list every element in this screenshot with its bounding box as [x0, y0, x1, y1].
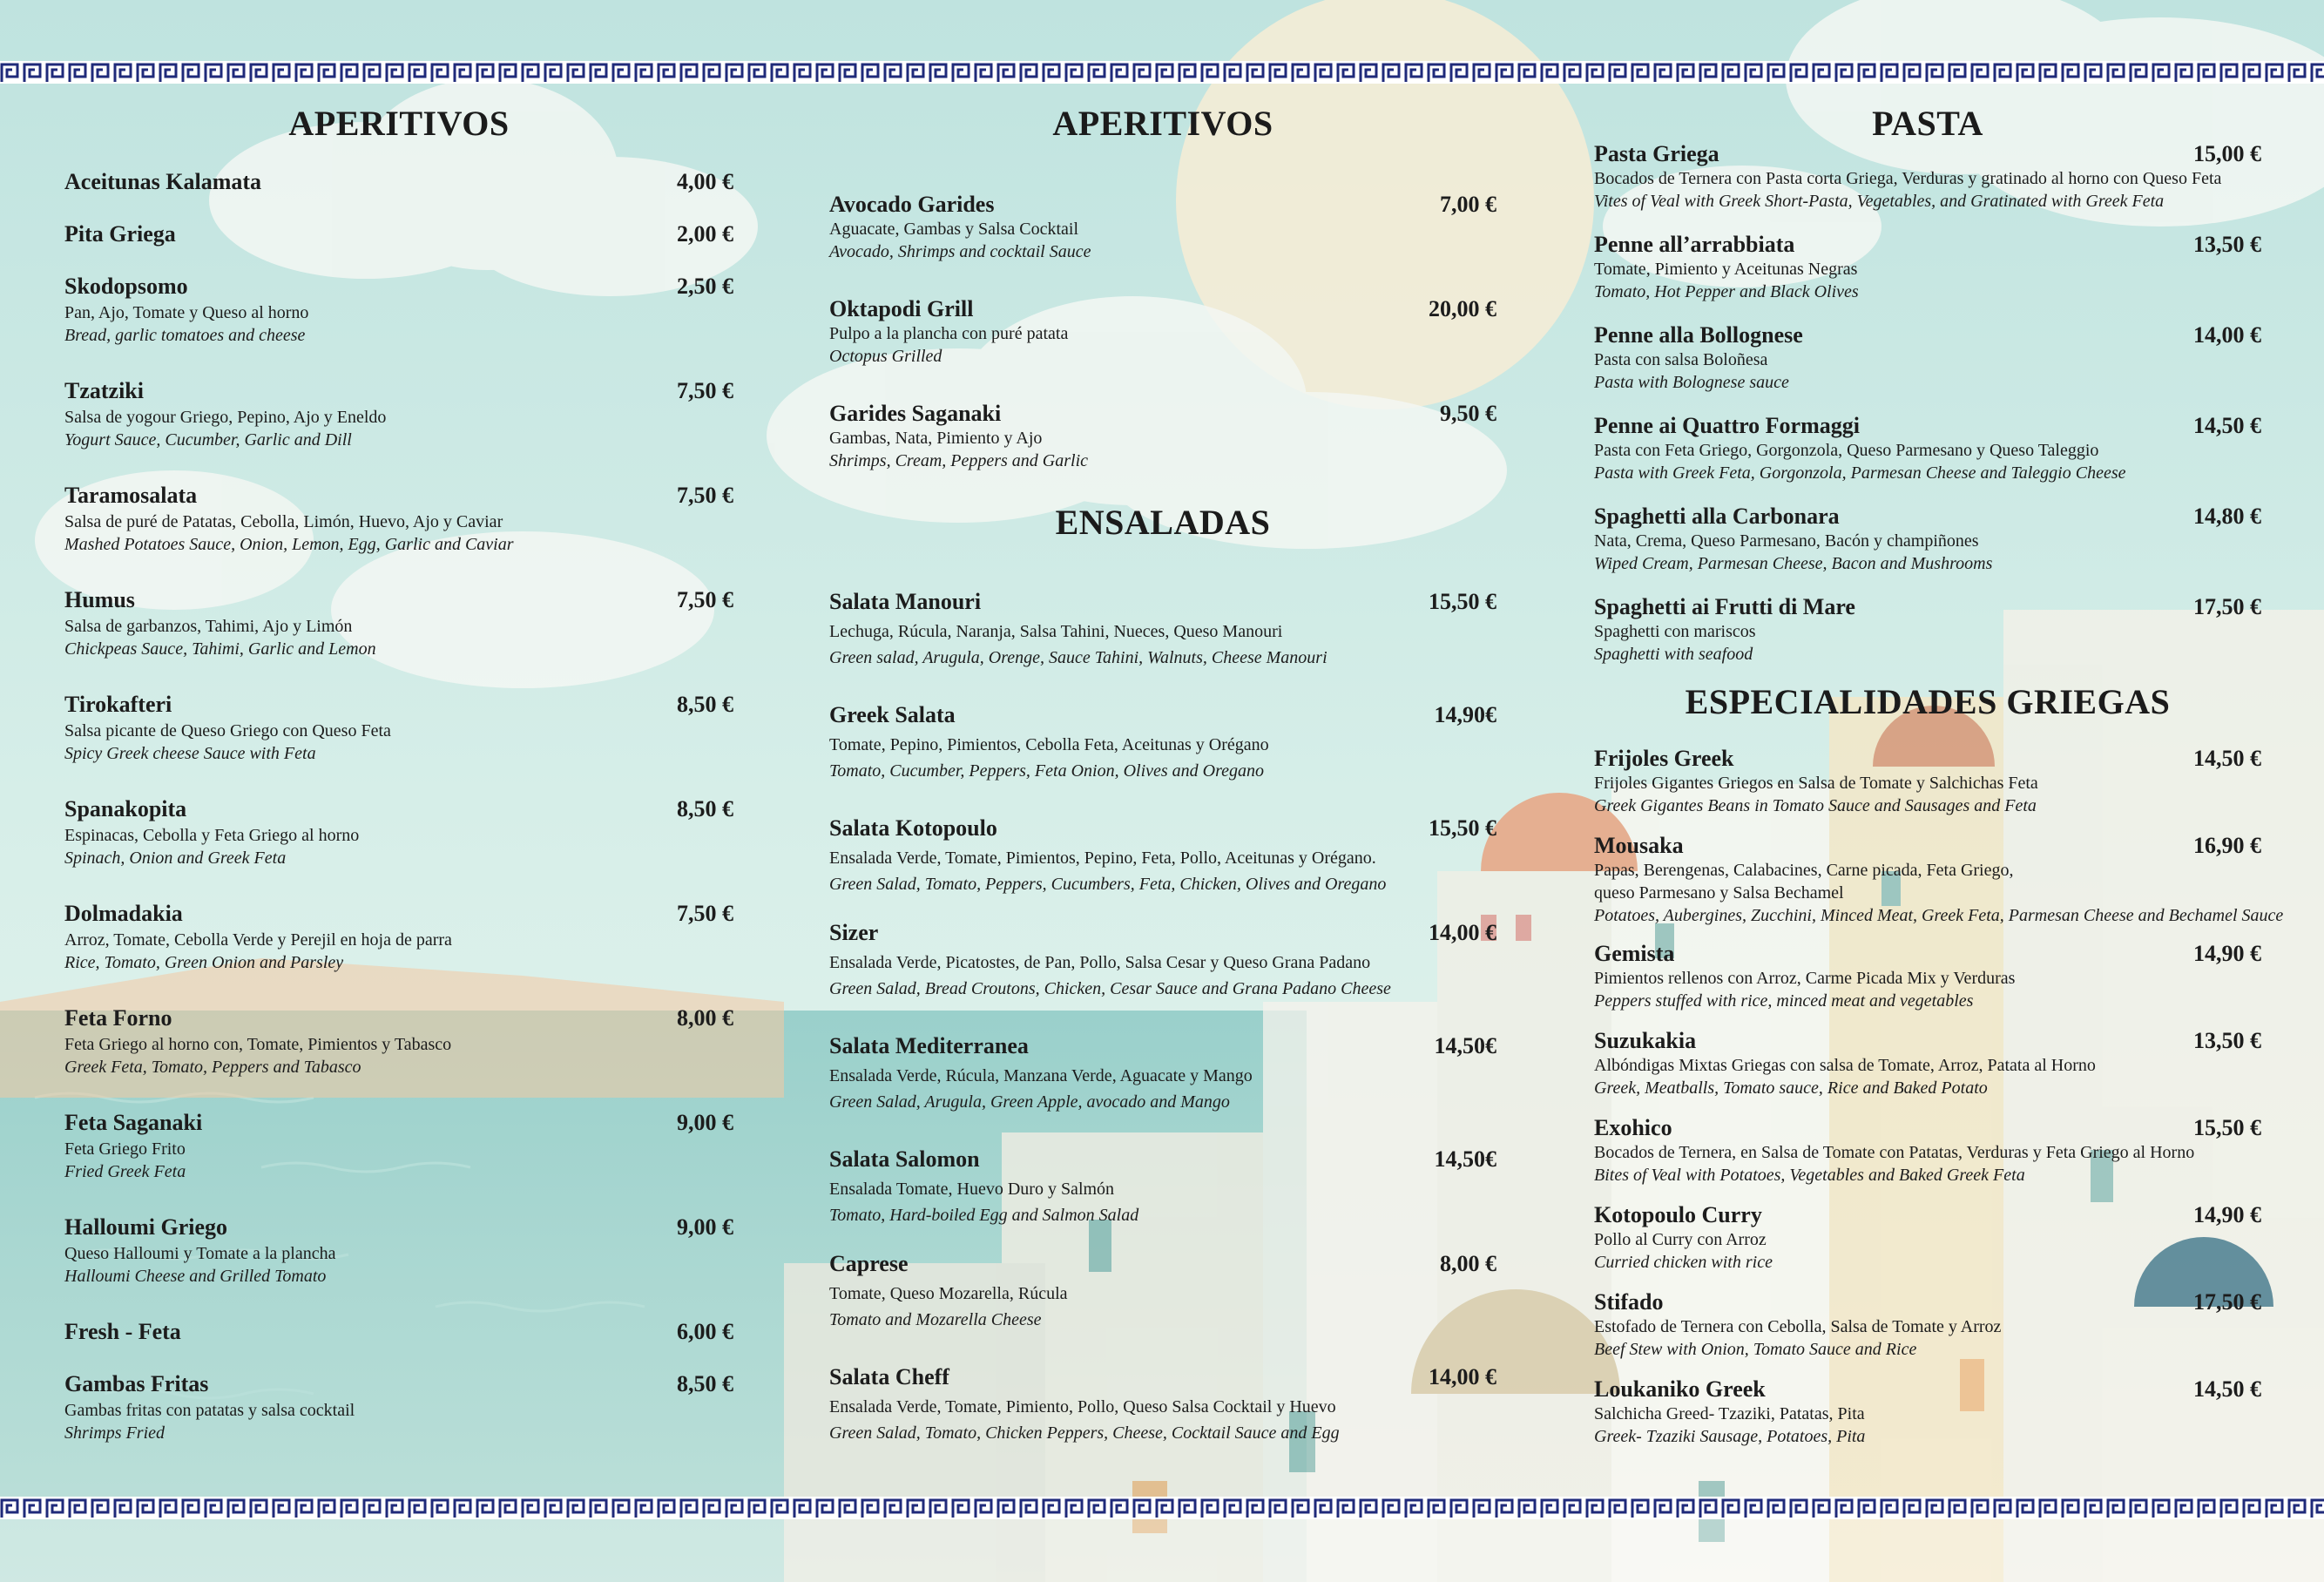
- menu-item: [1594, 833, 2284, 927]
- menu-item: [64, 274, 733, 347]
- menu-item: [64, 587, 733, 660]
- menu-item: [829, 296, 1496, 368]
- item-price: 9,00 €: [677, 1214, 733, 1240]
- item-price: 13,50 €: [2193, 232, 2261, 257]
- menu-item: [1594, 141, 2261, 213]
- item-name: Pasta Griega: [1594, 141, 1719, 166]
- item-name: Gambas Fritas: [64, 1371, 209, 1396]
- item-name: Avocado Garides: [829, 192, 995, 217]
- item-description-en: Curried chicken with rice: [1594, 1253, 1773, 1272]
- item-price: 7,50 €: [677, 378, 733, 403]
- item-price: 16,90 €: [2193, 833, 2261, 858]
- item-description-en: Spicy Greek cheese Sauce with Feta: [64, 744, 316, 763]
- item-price: 17,50 €: [2193, 1289, 2261, 1315]
- item-price: 7,50 €: [677, 483, 733, 508]
- menu-item: [1594, 1376, 2261, 1448]
- item-description-en: Greek, Meatballs, Tomato sauce, Rice and Baked Potato: [1594, 1078, 1988, 1098]
- item-name: Salata Mediterranea: [829, 1033, 1029, 1058]
- menu-item: [829, 1146, 1496, 1227]
- item-name: Taramosalata: [64, 483, 198, 508]
- item-description-es: Ensalada Verde, Picatostes, de Pan, Pollo, Salsa Cesar y Queso Grana Padano: [829, 953, 1371, 972]
- item-description-en: Vites of Veal with Greek Short-Pasta, Vegetables, and Gratinated with Greek Feta: [1594, 192, 2165, 211]
- item-price: 14,50 €: [2193, 746, 2261, 771]
- menu-item: [64, 483, 733, 556]
- column-pasta: [1594, 103, 2284, 1462]
- menu-item: [64, 1319, 733, 1345]
- item-description-es: Pollo al Curry con Arroz: [1594, 1230, 1767, 1249]
- item-name: Feta Forno: [64, 1005, 172, 1031]
- item-name: Penne ai Quattro Formaggi: [1594, 413, 1860, 438]
- item-description-es: Gambas fritas con patatas y salsa cocktail: [64, 1401, 355, 1420]
- item-description-en: Green Salad, Bread Croutons, Chicken, Cesar Sauce and Grana Padano Cheese: [829, 979, 1391, 998]
- item-description-en: Green Salad, Tomato, Chicken Peppers, Cheese, Cocktail Sauce and Egg: [829, 1423, 1340, 1443]
- item-price: 6,00 €: [677, 1319, 733, 1344]
- item-price: 15,50 €: [1429, 589, 1496, 614]
- item-price: 14,90€: [1434, 702, 1496, 727]
- item-description-es: Salsa picante de Queso Griego con Queso Feta: [64, 721, 391, 740]
- section-heading: APERITIVOS: [288, 104, 510, 143]
- item-name: Salata Cheff: [829, 1364, 949, 1389]
- item-description-es: Feta Griego al horno con, Tomate, Pimientos y Tabasco: [64, 1035, 452, 1054]
- item-name: Salata Kotopoulo: [829, 815, 997, 841]
- item-price: 8,50 €: [677, 1371, 733, 1396]
- item-description-es: Albóndigas Mixtas Griegas con salsa de Tomate, Arroz, Patata al Horno: [1594, 1056, 2096, 1075]
- item-description-en: Beef Stew with Onion, Tomato Sauce and Rice: [1594, 1340, 1917, 1359]
- item-name: Tzatziki: [64, 378, 144, 403]
- item-name: Sizer: [829, 920, 879, 945]
- item-description-es: Pasta con salsa Boloñesa: [1594, 350, 1768, 369]
- menu-item: [1594, 941, 2261, 1012]
- menu-item: [1594, 594, 2261, 666]
- item-description-en: Tomato, Cucumber, Peppers, Feta Onion, Olives and Oregano: [829, 761, 1265, 781]
- top-meander-border: [0, 61, 2324, 84]
- section-heading: APERITIVOS: [1052, 104, 1273, 143]
- item-description-en: Greek Feta, Tomato, Peppers and Tabasco: [64, 1058, 361, 1077]
- item-name: Gemista: [1594, 941, 1675, 966]
- item-description-es: Bocados de Ternera, en Salsa de Tomate con Patatas, Verduras y Feta Griego al Horno: [1594, 1143, 2195, 1162]
- item-price: 20,00 €: [1429, 296, 1496, 321]
- item-description-es: Ensalada Verde, Tomate, Pimiento, Pollo, Queso Salsa Cocktail y Huevo: [829, 1397, 1336, 1416]
- item-description-es: Tomate, Pimiento y Aceitunas Negras: [1594, 260, 1858, 279]
- item-description-en: Tomato and Mozarella Cheese: [829, 1310, 1042, 1329]
- menu-item: [1594, 322, 2261, 394]
- item-description-en: Wiped Cream, Parmesan Cheese, Bacon and Mushrooms: [1594, 554, 1993, 573]
- item-description-en: Greek- Tzaziki Sausage, Potatoes, Pita: [1594, 1427, 1866, 1446]
- item-price: 14,00 €: [1429, 1364, 1496, 1389]
- item-description-en: Potatoes, Aubergines, Zucchini, Minced Meat, Greek Feta, Parmesan Cheese and Bechamel Sauce: [1594, 906, 2284, 925]
- item-name: Feta Saganaki: [64, 1110, 203, 1135]
- item-description-es: Ensalada Verde, Rúcula, Manzana Verde, Aguacate y Mango: [829, 1066, 1253, 1085]
- item-price: 14,50€: [1434, 1033, 1496, 1058]
- item-description-es: Pimientos rellenos con Arroz, Carme Picada Mix y Verduras: [1594, 969, 2016, 988]
- item-name: Salata Salomon: [829, 1146, 980, 1172]
- item-name: Pita Griega: [64, 221, 176, 247]
- item-description-en: Bread, garlic tomatoes and cheese: [64, 326, 306, 345]
- item-price: 7,00 €: [1440, 192, 1496, 217]
- item-price: 15,50 €: [2193, 1115, 2261, 1140]
- item-price: 15,00 €: [2193, 141, 2261, 166]
- item-description-en: Tomato, Hot Pepper and Black Olives: [1594, 282, 1859, 301]
- menu-item: [64, 1005, 733, 1078]
- menu-item: [64, 221, 733, 247]
- item-description-en: Green Salad, Arugula, Green Apple, avocado and Mango: [829, 1092, 1230, 1112]
- item-name: Exohico: [1594, 1115, 1672, 1140]
- column-aperitivos-2: [829, 103, 1496, 1462]
- item-price: 14,50 €: [2193, 413, 2261, 438]
- menu-item: [1594, 1115, 2261, 1186]
- item-description-en: Tomato, Hard-boiled Egg and Salmon Salad: [829, 1206, 1139, 1225]
- item-description-en: Fried Greek Feta: [64, 1162, 186, 1181]
- column-aperitivos-1: [64, 103, 733, 1462]
- item-description-en: Avocado, Shrimps and cocktail Sauce: [829, 242, 1091, 261]
- item-description-es: Espinacas, Cebolla y Feta Griego al horno: [64, 826, 360, 845]
- item-description-es: Arroz, Tomate, Cebolla Verde y Perejil en hoja de parra: [64, 930, 452, 950]
- item-name: Dolmadakia: [64, 901, 183, 926]
- item-description-es: Pan, Ajo, Tomate y Queso al horno: [64, 303, 309, 322]
- item-description-es: Lechuga, Rúcula, Naranja, Salsa Tahini, Nueces, Queso Manouri: [829, 622, 1283, 641]
- item-description-es: Salsa de yogour Griego, Pepino, Ajo y Eneldo: [64, 408, 387, 427]
- menu-item: [64, 169, 733, 195]
- item-name: Spaghetti ai Frutti di Mare: [1594, 594, 1855, 619]
- item-name: Mousaka: [1594, 833, 1684, 858]
- item-name: Stifado: [1594, 1289, 1664, 1315]
- item-name: Aceitunas Kalamata: [64, 169, 262, 194]
- item-description-en: Peppers stuffed with rice, minced meat and vegetables: [1594, 991, 1974, 1011]
- item-price: 14,50€: [1434, 1146, 1496, 1172]
- item-description-es: Frijoles Gigantes Griegos en Salsa de Tomate y Salchichas Feta: [1594, 774, 2038, 793]
- item-name: Spanakopita: [64, 796, 187, 821]
- menu-item: [1594, 1202, 2261, 1274]
- item-description-es: Nata, Crema, Queso Parmesano, Bacón y champiñones: [1594, 531, 1979, 551]
- item-price: 15,50 €: [1429, 815, 1496, 841]
- item-name: Halloumi Griego: [64, 1214, 228, 1240]
- item-price: 14,90 €: [2193, 941, 2261, 966]
- item-description-es: Aguacate, Gambas y Salsa Cocktail: [829, 220, 1079, 239]
- item-description-en: Rice, Tomato, Green Onion and Parsley: [64, 953, 344, 972]
- item-price: 17,50 €: [2193, 594, 2261, 619]
- item-description-es-cont: queso Parmesano y Salsa Bechamel: [1594, 883, 1844, 903]
- menu-item: [829, 589, 1496, 669]
- item-description-en: Octopus Grilled: [829, 347, 942, 366]
- menu-item: [829, 920, 1496, 1000]
- menu-item: [64, 1371, 733, 1444]
- item-price: 14,00 €: [1429, 920, 1496, 945]
- item-name: Salata Manouri: [829, 589, 982, 614]
- item-description-es: Pasta con Feta Griego, Gorgonzola, Queso Parmesano y Queso Taleggio: [1594, 441, 2099, 460]
- item-name: Tirokafteri: [64, 692, 172, 717]
- menu-item: [1594, 232, 2261, 303]
- item-price: 7,50 €: [677, 587, 733, 612]
- item-name: Spaghetti alla Carbonara: [1594, 504, 1840, 529]
- item-price: 4,00 €: [677, 169, 733, 194]
- menu-item: [1594, 413, 2261, 484]
- item-description-en: Pasta with Greek Feta, Gorgonzola, Parmesan Cheese and Taleggio Cheese: [1594, 463, 2126, 483]
- item-name: Suzukakia: [1594, 1028, 1697, 1053]
- item-price: 8,00 €: [1440, 1251, 1496, 1276]
- menu-item: [1594, 1289, 2261, 1361]
- item-description-en: Halloumi Cheese and Grilled Tomato: [64, 1267, 327, 1286]
- menu-item: [64, 796, 733, 869]
- menu-item: [829, 1251, 1496, 1331]
- item-name: Garides Saganaki: [829, 401, 1002, 426]
- menu-item: [64, 1214, 733, 1288]
- item-description-es: Pulpo a la plancha con puré patata: [829, 324, 1069, 343]
- section-heading-especialidades: ESPECIALIDADES GRIEGAS: [1685, 682, 2171, 721]
- menu-item: [829, 1033, 1496, 1113]
- menu-item: [829, 815, 1496, 896]
- menu-item: [64, 1110, 733, 1183]
- section-heading: PASTA: [1872, 104, 1983, 143]
- section-heading-ensaladas: ENSALADAS: [1055, 503, 1271, 542]
- item-name: Penne alla Bollognese: [1594, 322, 1803, 348]
- item-description-en: Bites of Veal with Potatoes, Vegetables and Baked Greek Feta: [1594, 1166, 2025, 1185]
- item-description-es: Salchicha Greed- Tzaziki, Patatas, Pita: [1594, 1404, 1865, 1423]
- item-price: 2,50 €: [677, 274, 733, 299]
- item-description-en: Spaghetti with seafood: [1594, 645, 1753, 664]
- item-description-en: Shrimps, Cream, Peppers and Garlic: [829, 451, 1089, 470]
- item-description-es: Tomate, Pepino, Pimientos, Cebolla Feta, Aceitunas y Orégano: [829, 735, 1269, 754]
- item-description-es: Ensalada Tomate, Huevo Duro y Salmón: [829, 1180, 1115, 1199]
- item-price: 8,00 €: [677, 1005, 733, 1031]
- item-description-en: Green Salad, Tomato, Peppers, Cucumbers, Feta, Chicken, Olives and Oregano: [829, 875, 1387, 894]
- item-price: 14,50 €: [2193, 1376, 2261, 1402]
- menu-item: [64, 692, 733, 765]
- item-description-es: Salsa de puré de Patatas, Cebolla, Limón, Huevo, Ajo y Caviar: [64, 512, 503, 531]
- menu-item: [829, 1364, 1496, 1444]
- item-description-es: Spaghetti con mariscos: [1594, 622, 1756, 641]
- item-description-es: Feta Griego Frito: [64, 1139, 186, 1159]
- item-description-en: Pasta with Bolognese sauce: [1594, 373, 1789, 392]
- item-description-en: Shrimps Fried: [64, 1423, 165, 1443]
- item-name: Frijoles Greek: [1594, 746, 1734, 771]
- menu-item: [829, 401, 1496, 472]
- item-description-es: Queso Halloumi y Tomate a la plancha: [64, 1244, 336, 1263]
- menu-item: [829, 192, 1496, 263]
- item-description-en: Mashed Potatoes Sauce, Onion, Lemon, Egg, Garlic and Caviar: [64, 535, 514, 554]
- item-description-en: Chickpeas Sauce, Tahimi, Garlic and Lemon: [64, 639, 376, 659]
- item-description-en: Green salad, Arugula, Orenge, Sauce Tahini, Walnuts, Cheese Manouri: [829, 648, 1328, 667]
- menu-item: [1594, 1028, 2261, 1099]
- item-name: Humus: [64, 587, 135, 612]
- menu-item: [64, 378, 733, 451]
- menu-item: [64, 901, 733, 974]
- item-description-es: Gambas, Nata, Pimiento y Ajo: [829, 429, 1043, 448]
- item-price: 14,90 €: [2193, 1202, 2261, 1227]
- item-name: Skodopsomo: [64, 274, 188, 299]
- item-price: 14,00 €: [2193, 322, 2261, 348]
- item-description-es: Ensalada Verde, Tomate, Pimientos, Pepino, Feta, Pollo, Aceitunas y Orégano.: [829, 848, 1376, 868]
- item-name: Caprese: [829, 1251, 909, 1276]
- item-name: Greek Salata: [829, 702, 956, 727]
- menu-item: [1594, 504, 2261, 575]
- item-description-en: Spinach, Onion and Greek Feta: [64, 848, 287, 868]
- bottom-meander-border: [0, 1497, 2324, 1519]
- item-description-es: Bocados de Ternera con Pasta corta Griega, Verduras y gratinado al horno con Queso Feta: [1594, 169, 2222, 188]
- item-price: 7,50 €: [677, 901, 733, 926]
- item-description-es: Estofado de Ternera con Cebolla, Salsa de Tomate y Arroz: [1594, 1317, 2002, 1336]
- item-description-en: Greek Gigantes Beans in Tomato Sauce and Sausages and Feta: [1594, 796, 2037, 815]
- item-name: Kotopoulo Curry: [1594, 1202, 1762, 1227]
- item-price: 8,50 €: [677, 692, 733, 717]
- item-name: Penne all’arrabbiata: [1594, 232, 1795, 257]
- item-description-en: Yogurt Sauce, Cucumber, Garlic and Dill: [64, 430, 352, 450]
- menu-item: [829, 702, 1496, 782]
- item-price: 13,50 €: [2193, 1028, 2261, 1053]
- item-name: Fresh - Feta: [64, 1319, 181, 1344]
- item-description-es: Tomate, Queso Mozarella, Rúcula: [829, 1284, 1068, 1303]
- item-description-es: Papas, Berengenas, Calabacines, Carne picada, Feta Griego,: [1594, 861, 2014, 880]
- item-price: 9,50 €: [1440, 401, 1496, 426]
- item-price: 9,00 €: [677, 1110, 733, 1135]
- item-price: 14,80 €: [2193, 504, 2261, 529]
- item-price: 2,00 €: [677, 221, 733, 247]
- item-price: 8,50 €: [677, 796, 733, 821]
- menu-item: [1594, 746, 2261, 817]
- item-description-es: Salsa de garbanzos, Tahimi, Ajo y Limón: [64, 617, 353, 636]
- item-name: Loukaniko Greek: [1594, 1376, 1766, 1402]
- item-name: Oktapodi Grill: [829, 296, 974, 321]
